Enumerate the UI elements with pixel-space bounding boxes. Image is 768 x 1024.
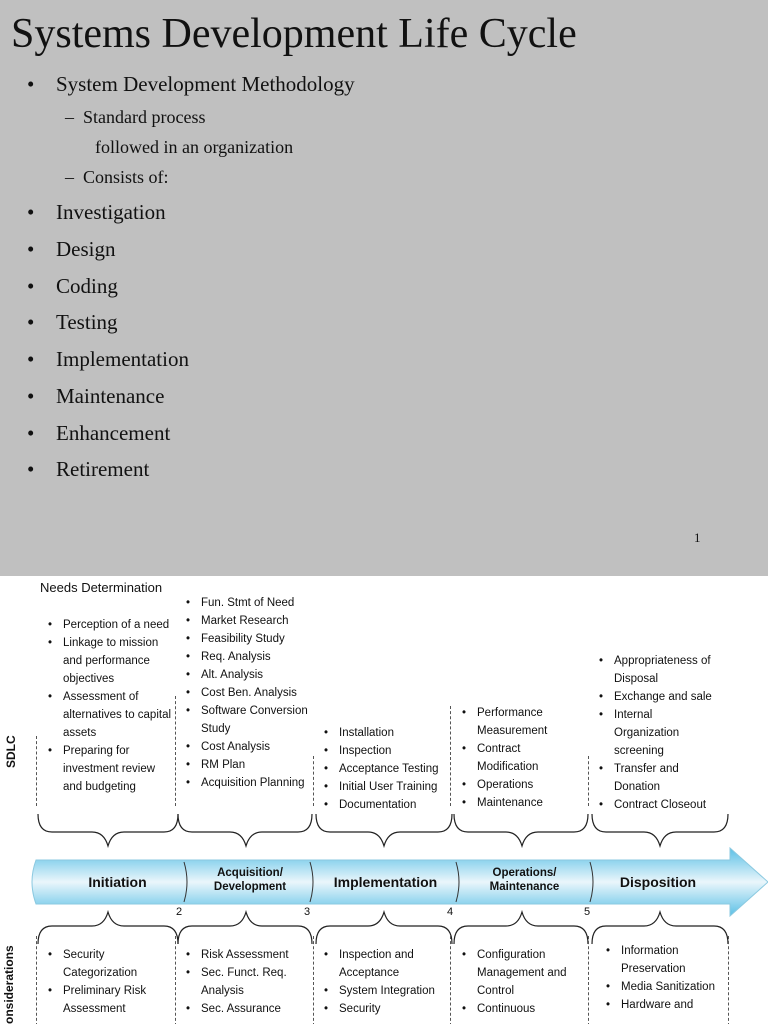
phase-disposition: Disposition [619,874,697,890]
list-item-text: Enhancement [56,421,171,445]
activity-item: • Market Research [182,612,312,630]
activity-item: • Initial User Training [320,778,445,796]
list-item: • Maintenance [27,384,165,408]
activity-item: • Contract Closeout [595,796,720,814]
activity-item: • Preparing for investment review and budgeting [44,742,174,796]
needs-determination-header: Needs Determination [40,580,163,595]
bullet-dot: • [27,72,35,96]
list-item: • Design [27,237,116,261]
activity-item: • Req. Analysis [182,648,312,666]
activity-item: • Inspection and Acceptance [320,946,445,982]
list-item: • Coding [27,274,118,298]
activity-item: • Preliminary Risk Assessment [44,982,174,1018]
activity-item: • Media Sanitization [602,978,727,996]
list-item: • Testing [27,310,118,334]
sub-bullet-2-text: Consists of: [83,167,169,187]
phase-operations: Operations/ Maintenance [489,867,560,893]
activity-item: • Cost Analysis [182,738,312,756]
sub-bullet-1: – Standard process [65,107,206,127]
phase-number: 2 [176,906,183,918]
activity-item: • Information Preservation [602,942,727,978]
bottom-braces [38,912,728,944]
list-item: • Retirement [27,457,150,481]
activity-item: • Internal Organization screening [595,706,720,760]
implementation-security [320,946,445,1018]
activity-item: • Maintenance [458,794,583,812]
disposition-security [602,942,727,1014]
separator [36,936,37,1024]
activity-item: • Fun. Stmt of Need [182,594,312,612]
activity-item: • Exchange and sale [595,688,720,706]
activity-item: • Acquisition Planning [182,774,312,792]
activity-item: • Linkage to mission and performance objectives [44,634,174,688]
activity-item: • RM Plan [182,756,312,774]
activity-item: • Sec. Assurance [182,1000,312,1018]
activity-item: • Sec. Funct. Req. Analysis [182,964,312,1000]
activity-item: • Inspection [320,742,445,760]
activity-item: • Operations [458,776,583,794]
sub-bullet-2: – Consists of: [65,167,169,187]
activity-item: • Risk Assessment [182,946,312,964]
list-item-text: Investigation [56,200,166,224]
phase-acquisition: Acquisition/ Development [213,867,287,893]
sdlc-side-label: SDLC [4,735,18,768]
bullet-main-text: System Development Methodology [56,72,355,96]
activity-item: • System Integration [320,982,445,1000]
activity-item: • Software Conversion Study [182,702,312,738]
considerations-side-label: onsiderations [2,945,16,1024]
activity-item: • Acceptance Testing [320,760,445,778]
activity-item: • Feasibility Study [182,630,312,648]
separator [175,936,176,1024]
page-title: Systems Development Life Cycle [11,11,577,57]
activity-item: • Installation [320,724,445,742]
activity-item: • Perception of a need [44,616,174,634]
activity-item: • Assessment of alternatives to capital assets [44,688,174,742]
activity-item: • Security [320,1000,445,1018]
activity-item: • Alt. Analysis [182,666,312,684]
separator [450,936,451,1024]
list-item-text: Design [56,237,116,261]
activity-item: • Configuration Management and Control [458,946,583,1000]
activity-item: • Performance Measurement [458,704,583,740]
activity-item: • Transfer and Donation [595,760,720,796]
operations-security [458,946,583,1018]
phase-number: 3 [304,906,311,918]
list-item-text: Testing [56,310,118,334]
phase-number: 5 [584,906,591,918]
phase-number: 4 [447,906,454,918]
separator [588,936,589,1024]
list-item-text: Retirement [56,457,150,481]
list-item: • Implementation [27,347,189,371]
sdlc-diagram [0,576,768,1024]
phase-initiation: Initiation [88,874,147,890]
phase-implementation: Implementation [333,874,438,890]
sub-bullet-1-line2: followed in an organization [95,137,294,157]
list-item-text: Implementation [56,347,189,371]
activity-item: • Contract Modification [458,740,583,776]
acquisition-security [182,946,312,1018]
list-item-text: Coding [56,274,118,298]
top-braces [38,814,728,846]
activity-item: • Documentation [320,796,445,814]
page-number: 1 [694,530,701,545]
list-item: • Investigation [27,200,166,224]
list-item-text: Maintenance [56,384,165,408]
activity-item: • Hardware and [602,996,727,1014]
bullet-main [27,72,355,97]
sub-bullet-1-line1: Standard process [83,107,206,127]
activity-item: • Continuous [458,1000,583,1018]
initiation-security [44,946,174,1018]
separator [313,936,314,1024]
activity-item: • Security Categorization [44,946,174,982]
list-item: • Enhancement [27,421,171,445]
activity-item: • Cost Ben. Analysis [182,684,312,702]
sub-bullet-1-cont [95,137,293,158]
activity-item: • Appropriateness of Disposal [595,652,720,688]
separator [728,936,729,1024]
